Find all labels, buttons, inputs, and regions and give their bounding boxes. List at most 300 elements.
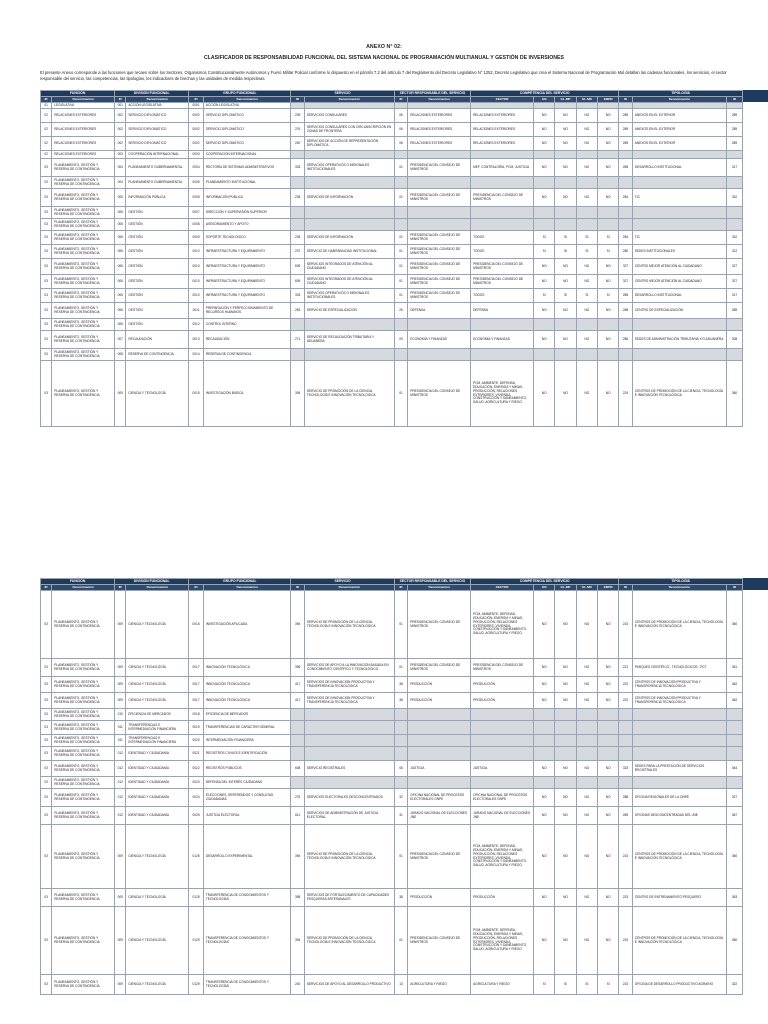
table-row [41, 591, 743, 659]
table-cell: 012 [115, 807, 126, 825]
table-cell [408, 777, 471, 789]
table-cell [632, 219, 726, 231]
table-cell: ACCIÓN LEGISLATIVA [203, 103, 291, 109]
table-cell: NO [555, 907, 576, 975]
table-cell: 03 [41, 677, 52, 693]
table-cell: 03 [41, 777, 52, 789]
table-cell: NO [555, 123, 576, 137]
table-cell: 284 [619, 189, 632, 207]
table-cell: JURADO NACIONAL DE ELECCIONES JNE [408, 807, 471, 825]
table-cell: PLANEAMIENTO, GESTIÓN Y RESERVA DE CONTINGENCIA [52, 735, 115, 747]
table-cell: 327 [619, 259, 632, 275]
table-cell: CENTROS DE INNOVACIÓN PRODUCTIVA Y TRANSFERENCIA TECNOLÓGICA [632, 693, 726, 709]
table-cell: 394 [291, 361, 304, 427]
table-cell: 01 [394, 591, 407, 659]
table-cell: 363 [727, 889, 743, 907]
table-cell: 0004 [189, 159, 204, 177]
table-cell: PRESIDENCIA DEL CONSEJO DE MINISTROS [471, 259, 534, 275]
table-cell: 006 [115, 319, 126, 331]
table-2-body [41, 591, 743, 995]
table-cell: SI [576, 289, 597, 303]
table-cell [534, 319, 555, 331]
table-cell: NO [555, 137, 576, 151]
column-sub-header: Denominación [126, 97, 189, 103]
table-cell: TRANSFERENCIAS DE CARÁCTER GENERAL [203, 721, 291, 735]
table-cell [408, 709, 471, 721]
table-cell: NO [576, 789, 597, 807]
table-cell: PRESIDENCIA DEL CONSEJO DE MINISTROS [408, 825, 471, 889]
table-cell: NO [534, 693, 555, 709]
table-cell: PLANEAMIENTO, GESTIÓN Y RESERVA DE CONTINGENCIA [52, 361, 115, 427]
table-cell: 417 [291, 677, 304, 693]
table-cell [619, 319, 632, 331]
column-sub-header: ID [189, 97, 204, 103]
table-cell [291, 151, 304, 159]
table-cell [598, 721, 619, 735]
table-row [41, 159, 743, 177]
table-cell: CIENCIA Y TECNOLOGÍA [126, 659, 189, 677]
table-cell [394, 735, 407, 747]
table-cell: 02 [41, 109, 52, 123]
table-cell: 285 [727, 303, 743, 319]
table-cell [632, 747, 726, 761]
table-cell: CIENCIA Y TECNOLOGÍA [126, 591, 189, 659]
column-group-header: DIVISIÓN FUNCIONAL [115, 579, 189, 585]
table-cell: 009 [115, 659, 126, 677]
table-cell: NO [576, 659, 597, 677]
table-row [41, 275, 743, 289]
table-cell: 224 [619, 361, 632, 427]
table-cell: PLANEAMIENTO, GESTIÓN Y RESERVA DE CONTINGENCIA [52, 659, 115, 677]
table-cell [598, 319, 619, 331]
table-cell: 31 [394, 807, 407, 825]
table-cell: INVESTIGACIÓN APLICADA [203, 591, 291, 659]
table-cell [534, 721, 555, 735]
table-cell [619, 777, 632, 789]
table-cell: 007 [115, 331, 126, 349]
table-cell [304, 721, 394, 735]
table-cell: JUSTICIA [408, 761, 471, 777]
table-cell: SEDES DE ADMINISTRACIÓN TRIBUTARIA Y/O ADUANERA [632, 331, 726, 349]
table-cell [534, 151, 555, 159]
column-sub-header: Denominación [203, 97, 291, 103]
table-cell: SEDES PARA LA PRESTACIÓN DE SERVICIOS REGISTRALES [632, 761, 726, 777]
table-cell: 0014 [189, 349, 204, 361]
table-cell: SERVICIO DE PROMOCIÓN DE LA CIENCIA, TECNOLOGÍA E INNOVACIÓN TECNOLÓGICA [304, 591, 394, 659]
table-cell [534, 777, 555, 789]
column-sub-header: ID [727, 585, 743, 591]
column-group-header: FUNCIÓN [41, 91, 115, 97]
table-cell: 03 [41, 693, 52, 709]
table-cell: 0008 [189, 219, 204, 231]
column-sub-header: EMPR [598, 585, 619, 591]
table-cell: INFRAESTRUCTURA Y EQUIPAMIENTO [203, 259, 291, 275]
table-cell: 609 [291, 275, 304, 289]
table-cell: 333 [291, 159, 304, 177]
table-cell: NO [576, 303, 597, 319]
table-cell: REGISTROS PÚBLICOS [203, 761, 291, 777]
table-cell: 317 [727, 159, 743, 177]
column-sub-header: ID [394, 585, 407, 591]
table-cell [576, 709, 597, 721]
table-cell [291, 721, 304, 735]
table-cell: CIENCIA Y TECNOLOGÍA [126, 907, 189, 975]
column-sub-header: ID [291, 97, 304, 103]
table-cell: 009 [115, 361, 126, 427]
table-cell: 03 [41, 709, 52, 721]
table-cell: NO [576, 361, 597, 427]
table-cell: SI [555, 231, 576, 245]
table-cell: NO [534, 907, 555, 975]
table-cell [394, 207, 407, 219]
table-cell: 002 [115, 137, 126, 151]
table-cell: PARQUES CIENTÍFICO - TECNOLÓGICOS - PCT [632, 659, 726, 677]
table-cell [555, 747, 576, 761]
table-cell: 006 [115, 207, 126, 219]
table-cell [727, 747, 743, 761]
table-cell: 0129 [189, 975, 204, 995]
table-cell: SI [576, 975, 597, 995]
table-cell: JURADO NACIONAL DE ELECCIONES JNE [471, 807, 534, 825]
table-cell [598, 747, 619, 761]
table-cell [394, 151, 407, 159]
table-cell: ASESORAMIENTO Y APOYO [203, 219, 291, 231]
table-cell: MEF, CONTRALORÍA, PCM, JUSTICIA [471, 159, 534, 177]
table-cell: PLANEAMIENTO, GESTIÓN Y RESERVA DE CONTINGENCIA [52, 825, 115, 889]
table-cell: ACCIÓN LEGISLATIVA [126, 103, 189, 109]
table-cell: 03 [41, 789, 52, 807]
table-cell [555, 349, 576, 361]
table-cell [598, 151, 619, 159]
column-sub-header: GL-MD [576, 97, 597, 103]
table-cell: 263 [291, 303, 304, 319]
table-cell: 417 [291, 693, 304, 709]
table-cell: SERVICIO DE RECAUDACIÓN TRIBUTARIA Y ADUANERA [304, 331, 394, 349]
table-cell: 06 [394, 109, 407, 123]
table-cell: TIC [632, 189, 726, 207]
table-cell [555, 177, 576, 189]
table-cell: 005 [115, 189, 126, 207]
table-cell: ECONOMÍA Y FINANZAS [471, 331, 534, 349]
table-cell: 239 [291, 109, 304, 123]
table-cell [471, 721, 534, 735]
table-cell: 03 [41, 331, 52, 349]
table-cell: 009 [115, 825, 126, 889]
table-cell: 327 [727, 789, 743, 807]
table-cell: SERVICIOS DE INNOVACIÓN PRODUCTIVA Y TRANSFERENCIA TECNOLÓGICA [304, 677, 394, 693]
table-cell [619, 747, 632, 761]
table-cell [619, 735, 632, 747]
table-cell: 09 [394, 331, 407, 349]
table-cell: 03 [41, 735, 52, 747]
table-cell: 362 [727, 677, 743, 693]
table-cell [304, 207, 394, 219]
table-cell [304, 349, 394, 361]
table-cell: PRESIDENCIA DEL CONSEJO DE MINISTROS [408, 245, 471, 259]
table-cell [619, 151, 632, 159]
table-cell [632, 721, 726, 735]
header-band-right-2 [743, 578, 768, 590]
table-cell: INFRAESTRUCTURA Y EQUIPAMIENTO [203, 245, 291, 259]
table-row [41, 789, 743, 807]
table-cell: NO [598, 889, 619, 907]
column-sub-header: Denominación [304, 585, 394, 591]
column-group-header: TIPOLOGÍA [619, 91, 743, 97]
table-cell: RELACIONES EXTERIORES [471, 109, 534, 123]
table-cell: 002 [115, 109, 126, 123]
table-cell: 01 [394, 907, 407, 975]
table-cell: JUSTICIA ELECTORAL [203, 807, 291, 825]
table-cell: 0023 [189, 777, 204, 789]
table-cell: 362 [727, 693, 743, 709]
table-cell: 323 [619, 761, 632, 777]
table-row [41, 761, 743, 777]
column-sub-header: GN [534, 97, 555, 103]
table-cell: 327 [619, 275, 632, 289]
table-cell: NO [576, 591, 597, 659]
table-cell: 289 [727, 137, 743, 151]
table-cell [555, 709, 576, 721]
table-cell: 011 [115, 735, 126, 747]
table-cell [619, 709, 632, 721]
table-cell: 276 [291, 789, 304, 807]
table-cell: INFRAESTRUCTURA Y EQUIPAMIENTO [203, 289, 291, 303]
table-cell: INVESTIGACIÓN BÁSICA [203, 361, 291, 427]
table-cell: 611 [291, 807, 304, 825]
table-cell: 03 [41, 159, 52, 177]
table-cell: NO [598, 907, 619, 975]
table-cell: PLANEAMIENTO GUBERNAMENTAL [126, 159, 189, 177]
table-cell [304, 709, 394, 721]
column-sub-header: ID [41, 585, 52, 591]
table-cell: 03 [41, 275, 52, 289]
table-cell: PLANEAMIENTO, GESTIÓN Y RESERVA DE CONTINGENCIA [52, 907, 115, 975]
table-cell: 0013 [189, 331, 204, 349]
table-cell: 03 [41, 721, 52, 735]
table-cell: NO [576, 259, 597, 275]
table-cell [394, 721, 407, 735]
table-cell: 0010 [189, 245, 204, 259]
table-cell [304, 151, 394, 159]
column-group-header: SECTOR RESPONSABLE DEL SERVICIO [394, 91, 470, 97]
table-cell: TRANSFERENCIA DE CONOCIMIENTOS Y TECNOLOGÍAS [203, 907, 291, 975]
table-cell: 280 [619, 245, 632, 259]
table-cell: 360 [727, 907, 743, 975]
table-row [41, 259, 743, 275]
table-cell: NO [576, 677, 597, 693]
table-cell [727, 177, 743, 189]
table-cell: RECAUDACIÓN [126, 331, 189, 349]
column-group-header: SERVICIO [291, 579, 394, 585]
table-row [41, 825, 743, 889]
table-cell [408, 349, 471, 361]
column-sub-header: ID [394, 97, 407, 103]
column-sub-header: SECTOR [471, 585, 534, 591]
table-row [41, 109, 743, 123]
table-cell: 03 [41, 289, 52, 303]
table-cell: 0017 [189, 693, 204, 709]
table-cell [394, 709, 407, 721]
table-cell: PLANEAMIENTO, GESTIÓN Y RESERVA DE CONTINGENCIA [52, 807, 115, 825]
table-cell: NO [576, 889, 597, 907]
table-cell: PLANEAMIENTO, GESTIÓN Y RESERVA DE CONTINGENCIA [52, 331, 115, 349]
table-cell [555, 319, 576, 331]
column-group-header: COMPETENCIA DEL SERVICIO [471, 579, 619, 585]
table-cell: SI [576, 231, 597, 245]
table-cell: PLANEAMIENTO, GESTIÓN Y RESERVA DE CONTINGENCIA [52, 975, 115, 995]
table-cell [534, 177, 555, 189]
table-cell [408, 219, 471, 231]
table-cell: CIENCIA Y TECNOLOGÍA [126, 975, 189, 995]
table-cell: PCM, AMBIENTE, DEFENSA, EDUCACIÓN, ENERGÍA Y MINAS, PRODUCCIÓN, RELACIONES EXTERIORES, VIVIENDA, CONSTRUCCIÓN Y SANEAMIENTO, SALUD, AGRICULTURA Y RIEGO [471, 825, 534, 889]
table-cell: RELACIONES EXTERIORES [52, 137, 115, 151]
table-cell: 01 [394, 289, 407, 303]
table-cell [408, 177, 471, 189]
table-row [41, 975, 743, 995]
table-cell: PRESIDENCIA DEL CONSEJO DE MINISTROS [471, 189, 534, 207]
table-cell: NO [555, 677, 576, 693]
table-row [41, 889, 743, 907]
table-cell: 012 [115, 747, 126, 761]
table-cell: NO [534, 659, 555, 677]
table-cell [534, 219, 555, 231]
table-cell: SI [576, 245, 597, 259]
table-cell: 286 [619, 331, 632, 349]
table-cell: RELACIONES EXTERIORES [408, 109, 471, 123]
table-1-header [41, 91, 743, 103]
table-cell [394, 319, 407, 331]
table-cell: PLANEAMIENTO, GESTIÓN Y RESERVA DE CONTINGENCIA [52, 259, 115, 275]
table-cell [598, 177, 619, 189]
table-row [41, 331, 743, 349]
table-cell: 011 [115, 721, 126, 735]
table-cell: SERVICIO DE PROMOCIÓN DE LA CIENCIA, TECNOLOGÍA E INNOVACIÓN TECNOLÓGICA [304, 825, 394, 889]
table-cell: 009 [115, 591, 126, 659]
column-sub-header: ID [619, 585, 632, 591]
table-cell: 360 [727, 825, 743, 889]
table-cell: 327 [727, 275, 743, 289]
table-cell: DEFENSA DEL INTERÉS CIUDADANO [203, 777, 291, 789]
table-cell: 224 [619, 591, 632, 659]
table-cell [304, 177, 394, 189]
table-cell: CONTROL INTERNO [203, 319, 291, 331]
table-cell: 006 [115, 275, 126, 289]
table-cell: 288 [619, 789, 632, 807]
table-cell: PRODUCCIÓN [471, 693, 534, 709]
table-cell: SI [534, 289, 555, 303]
table-cell: ANEXOS EN EL EXTERIOR [632, 123, 726, 137]
table-cell: CENTRO MEJOR ATENCIÓN AL CIUDADANO [632, 275, 726, 289]
table-cell: 308 [727, 331, 743, 349]
table-cell: PLANEAMIENTO, GESTIÓN Y RESERVA DE CONTINGENCIA [52, 349, 115, 361]
table-cell [534, 709, 555, 721]
table-cell: PRODUCCIÓN [408, 677, 471, 693]
table-cell: 01 [394, 231, 407, 245]
table-cell: 0010 [189, 275, 204, 289]
table-cell: 004 [115, 177, 126, 189]
table-cell: PLANEAMIENTO, GESTIÓN Y RESERVA DE CONTINGENCIA [52, 747, 115, 761]
table-cell: SEDES INSTITUCIONALES [632, 245, 726, 259]
table-cell: NO [534, 137, 555, 151]
table-cell: NO [534, 259, 555, 275]
table-cell: RESERVA DE CONTINGENCIA [126, 349, 189, 361]
table-cell: INFORMACIÓN PÚBLICA [126, 189, 189, 207]
table-cell: INNOVACIÓN TECNOLÓGICA [203, 693, 291, 709]
column-sub-header: ID [115, 97, 126, 103]
table-cell: TRANSFERENCIAS E INTERMEDIACIÓN FINANCIERA [126, 735, 189, 747]
table-cell [576, 349, 597, 361]
table-cell: 0010 [189, 259, 204, 275]
table-cell: GESTIÓN [126, 275, 189, 289]
table-cell: 02 [41, 137, 52, 151]
table-cell: NO [534, 591, 555, 659]
table-cell: SOPORTE TECNOLÓGICO [203, 231, 291, 245]
table-cell: NO [576, 907, 597, 975]
table-cell: 317 [727, 289, 743, 303]
table-cell: 0003 [189, 151, 204, 159]
table-cell: NO [598, 137, 619, 151]
table-cell [632, 735, 726, 747]
table-cell: 361 [727, 659, 743, 677]
table-cell: 222 [619, 677, 632, 693]
table-cell: IDENTIDAD Y CIUDADANÍA [126, 789, 189, 807]
table-cell [555, 735, 576, 747]
table-cell [576, 177, 597, 189]
table-cell: 235 [291, 189, 304, 207]
table-cell: 01 [394, 259, 407, 275]
table-cell [576, 735, 597, 747]
table-row [41, 289, 743, 303]
table-1-body [41, 103, 743, 427]
table-cell: 38 [394, 677, 407, 693]
table-cell: 237 [291, 245, 304, 259]
table-cell: NO [555, 659, 576, 677]
table-cell [727, 349, 743, 361]
table-cell: 608 [291, 761, 304, 777]
table-cell: RECAUDACIÓN [203, 331, 291, 349]
column-sub-header: Denominación [408, 97, 471, 103]
table-cell: 289 [727, 109, 743, 123]
table-cell: PLANEAMIENTO, GESTIÓN Y RESERVA DE CONTINGENCIA [52, 677, 115, 693]
table-cell [632, 777, 726, 789]
column-group-header: COMPETENCIA DEL SERVICIO [471, 91, 619, 97]
column-group-header: FUNCIÓN [41, 579, 115, 585]
table-cell: NO [576, 109, 597, 123]
classifier-table-2 [40, 578, 743, 995]
table-cell [471, 777, 534, 789]
table-cell: 03 [41, 907, 52, 975]
table-row [41, 349, 743, 361]
table-cell: IDENTIDAD Y CIUDADANÍA [126, 777, 189, 789]
table-cell: NO [598, 659, 619, 677]
table-cell: 289 [619, 137, 632, 151]
table-cell [576, 721, 597, 735]
table-cell: CENTROS DE PROMOCIÓN DE LA CIENCIA, TECNOLOGÍA E INNOVACIÓN TECNOLÓGICA [632, 361, 726, 427]
table-row [41, 721, 743, 735]
table-cell [598, 735, 619, 747]
table-cell: 398 [291, 889, 304, 907]
table-cell: NO [555, 591, 576, 659]
table-cell [408, 319, 471, 331]
table-cell: 03 [41, 591, 52, 659]
table-cell: NO [534, 303, 555, 319]
table-cell: 03 [41, 189, 52, 207]
table-cell: NO [555, 159, 576, 177]
table-cell [394, 349, 407, 361]
table-cell: RELACIONES EXTERIORES [471, 123, 534, 137]
table-cell [598, 709, 619, 721]
table-cell [576, 319, 597, 331]
